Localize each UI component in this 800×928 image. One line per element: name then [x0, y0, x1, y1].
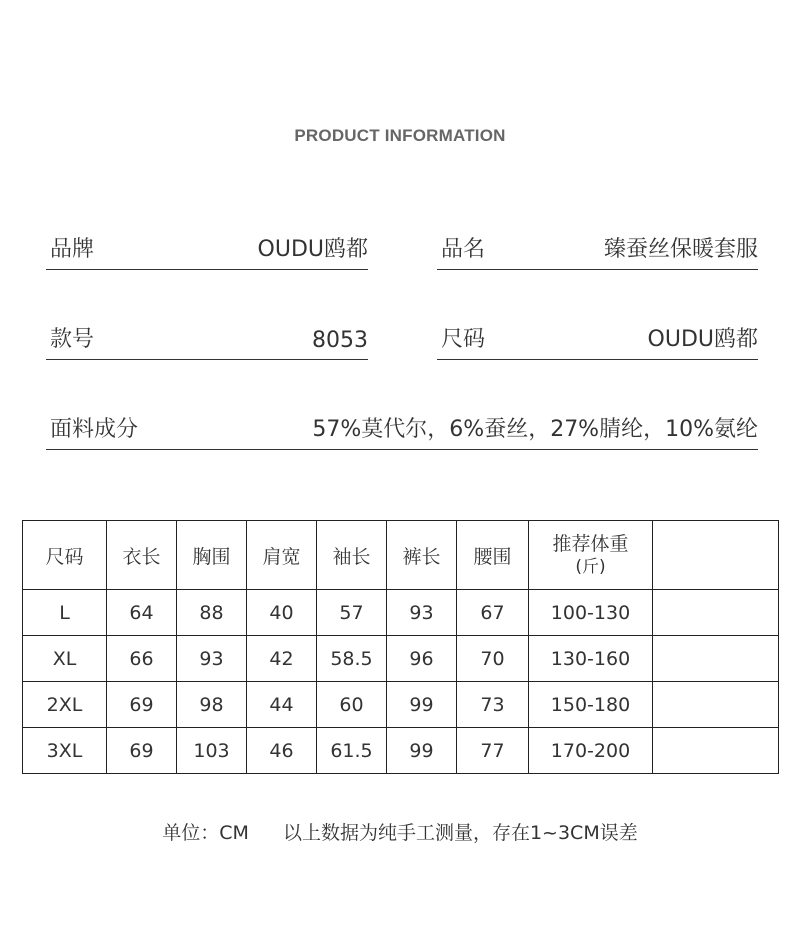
table-row: [23, 590, 779, 636]
table-cell: 69: [107, 682, 177, 728]
measurement-note: [0, 818, 800, 845]
header-cell-sleeve: 袖长: [317, 521, 387, 590]
header-cell-pants-length: 裤长: [387, 521, 457, 590]
fabric-value: 57%莫代尔，6%蚕丝，27%腈纶，10%氨纶: [312, 417, 758, 442]
table-cell: 64: [107, 590, 177, 636]
table-cell: 99: [387, 728, 457, 774]
info-row-brand: [46, 234, 368, 270]
header-cell-size: 尺码: [23, 521, 107, 590]
info-row-product-name: [437, 234, 758, 270]
header-cell-chest: 胸围: [177, 521, 247, 590]
product-name-value: 臻蚕丝保暖套服: [603, 237, 758, 262]
brand-label: 品牌: [50, 237, 95, 262]
table-cell: 103: [177, 728, 247, 774]
size-table: [22, 520, 779, 774]
size-label: 尺码: [441, 327, 486, 352]
table-cell: 98: [177, 682, 247, 728]
table-cell: [653, 728, 779, 774]
table-cell: 150-180: [529, 682, 653, 728]
table-cell: 130-160: [529, 636, 653, 682]
table-cell: 2XL: [23, 682, 107, 728]
table-cell: 77: [457, 728, 529, 774]
header-cell-length: 衣长: [107, 521, 177, 590]
table-cell: 100-130: [529, 590, 653, 636]
info-row-fabric: [46, 414, 758, 450]
table-cell: 93: [177, 636, 247, 682]
table-cell: 88: [177, 590, 247, 636]
table-cell: 66: [107, 636, 177, 682]
product-name-label: 品名: [441, 237, 486, 262]
table-cell: 93: [387, 590, 457, 636]
header-weight-label: 推荐体重: [552, 533, 629, 555]
table-cell: [653, 682, 779, 728]
page-title: PRODUCT INFORMATION: [294, 126, 506, 145]
table-row: [23, 728, 779, 774]
table-cell: 42: [247, 636, 317, 682]
header-cell-empty: [653, 521, 779, 590]
table-cell: 3XL: [23, 728, 107, 774]
table-cell: L: [23, 590, 107, 636]
table-cell: 60: [317, 682, 387, 728]
header-cell-weight: [529, 521, 653, 590]
table-row: [23, 636, 779, 682]
model-label: 款号: [50, 327, 95, 352]
table-cell: 96: [387, 636, 457, 682]
table-cell: 69: [107, 728, 177, 774]
table-cell: [653, 636, 779, 682]
table-row: [23, 682, 779, 728]
table-cell: 99: [387, 682, 457, 728]
fabric-label: 面料成分: [50, 417, 139, 442]
table-cell: 40: [247, 590, 317, 636]
table-cell: 58.5: [317, 636, 387, 682]
table-cell: 73: [457, 682, 529, 728]
table-cell: 46: [247, 728, 317, 774]
table-cell: 61.5: [317, 728, 387, 774]
header-cell-waist: 腰围: [457, 521, 529, 590]
disclaimer-note: 以上数据为纯手工测量，存在1~3CM误差: [282, 822, 638, 844]
info-row-model: [46, 324, 368, 360]
header-weight-unit: (斤): [575, 557, 606, 577]
table-cell: 67: [457, 590, 529, 636]
header-cell-shoulder: 肩宽: [247, 521, 317, 590]
table-cell: XL: [23, 636, 107, 682]
table-cell: 170-200: [529, 728, 653, 774]
table-cell: 70: [457, 636, 529, 682]
table-cell: [653, 590, 779, 636]
brand-value: OUDU鸥都: [257, 237, 368, 262]
unit-note: 单位：CM: [162, 822, 249, 844]
info-row-size: [437, 324, 758, 360]
table-cell: 44: [247, 682, 317, 728]
size-value: OUDU鸥都: [647, 327, 758, 352]
table-cell: 57: [317, 590, 387, 636]
table-header-row: [23, 521, 779, 590]
model-value: 8053: [312, 328, 368, 353]
